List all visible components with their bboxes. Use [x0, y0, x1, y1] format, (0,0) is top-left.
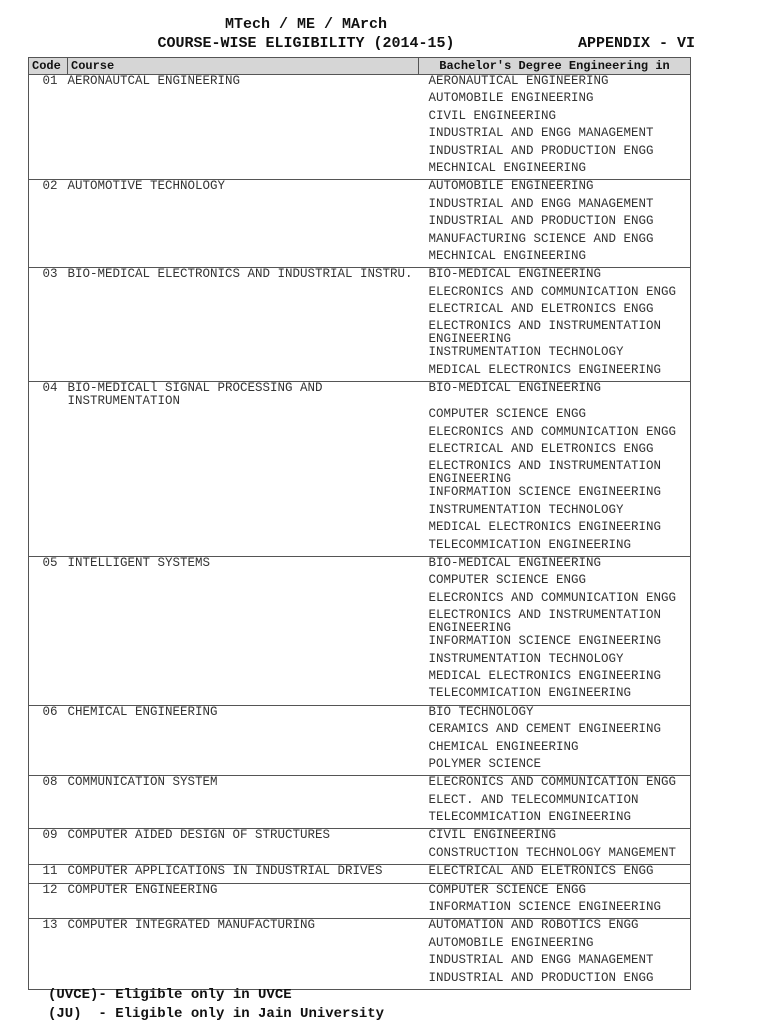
cell-degree: MANUFACTURING SCIENCE AND ENGG — [428, 231, 654, 246]
cell-course — [68, 443, 419, 460]
cell-degree: INFORMATION SCIENCE ENGINEERING — [428, 900, 662, 915]
cell-code — [29, 937, 68, 954]
cell-degree: AERONAUTICAL ENGINEERING — [428, 74, 609, 88]
cell-course — [68, 609, 419, 635]
cell-code — [29, 198, 68, 215]
cell-course — [68, 408, 419, 425]
cell-course — [68, 954, 419, 971]
cell-code — [29, 741, 68, 758]
cell-course — [68, 92, 419, 109]
cell-course — [68, 811, 419, 829]
table-row — [29, 180, 691, 198]
cell-degree: INSTRUMENTATION TECHNOLOGY — [428, 345, 624, 360]
cell-code — [29, 653, 68, 670]
cell-code — [29, 364, 68, 382]
cell-course — [68, 741, 419, 758]
cell-degree: CHEMICAL ENGINEERING — [428, 739, 579, 754]
cell-course — [68, 250, 419, 268]
cell-course — [68, 592, 419, 609]
cell-degree: ELECRONICS AND COMMUNICATION ENGG — [428, 775, 677, 790]
cell-course — [68, 574, 419, 591]
cell-course: COMPUTER AIDED DESIGN OF STRUCTURES — [67, 828, 331, 843]
cell-degree: ELECTRONICS AND INSTRUMENTATION ENGINEERING — [428, 608, 662, 636]
cell-code — [29, 635, 68, 652]
cell-degree: AUTOMATION AND ROBOTICS ENGG — [428, 918, 639, 933]
table-row — [29, 556, 691, 574]
cell-course — [68, 110, 419, 127]
table-row — [29, 486, 691, 503]
cell-code — [29, 670, 68, 687]
table-row — [29, 937, 691, 954]
cell-degree: MECHNICAL ENGINEERING — [428, 160, 587, 175]
cell-degree: ELECTRICAL AND ELETRONICS ENGG — [428, 864, 654, 879]
cell-degree: BIO-MEDICAL ENGINEERING — [428, 381, 602, 396]
cell-course — [68, 303, 419, 320]
cell-degree: INDUSTRIAL AND PRODUCTION ENGG — [428, 143, 654, 158]
cell-degree: BIO-MEDICAL ENGINEERING — [428, 555, 602, 570]
cell-code — [29, 901, 68, 919]
cell-degree: INFORMATION SCIENCE ENGINEERING — [428, 485, 662, 500]
table-row — [29, 635, 691, 652]
cell-code: 12 — [42, 882, 58, 897]
table-row — [29, 723, 691, 740]
cell-code — [29, 92, 68, 109]
cell-degree: INDUSTRIAL AND ENGG MANAGEMENT — [428, 126, 654, 141]
cell-code — [29, 592, 68, 609]
cell-course — [68, 794, 419, 811]
cell-degree: AUTOMOBILE ENGINEERING — [428, 935, 594, 950]
cell-course: CHEMICAL ENGINEERING — [67, 704, 218, 719]
cell-degree: COMPUTER SCIENCE ENGG — [428, 882, 587, 897]
cell-course: COMPUTER APPLICATIONS IN INDUSTRIAL DRIVES — [67, 864, 383, 879]
table-row — [29, 811, 691, 829]
document-subtitle: COURSE-WISE ELIGIBILITY (2014-15) — [157, 35, 455, 52]
table-row — [29, 426, 691, 443]
cell-degree: ELECRONICS AND COMMUNICATION ENGG — [428, 590, 677, 605]
column-header-code: Code — [29, 58, 68, 75]
eligibility-table — [28, 57, 691, 990]
appendix-label: APPENDIX - VI — [578, 35, 696, 52]
cell-degree: ELECTRICAL AND ELETRONICS ENGG — [428, 442, 654, 457]
cell-code: 03 — [42, 267, 58, 282]
cell-degree: ELECT. AND TELECOMMUNICATION — [428, 792, 639, 807]
table-body — [29, 75, 691, 990]
table-row — [29, 592, 691, 609]
table-row — [29, 127, 691, 144]
cell-course: INTELLIGENT SYSTEMS — [67, 555, 211, 570]
cell-course — [68, 286, 419, 303]
cell-code — [29, 954, 68, 971]
table-row — [29, 233, 691, 250]
column-header-degree: Bachelor's Degree Engineering in — [419, 58, 691, 75]
cell-degree: INSTRUMENTATION TECHNOLOGY — [428, 502, 624, 517]
cell-course — [68, 320, 419, 346]
cell-course — [68, 653, 419, 670]
cell-degree: POLYMER SCIENCE — [428, 756, 542, 771]
table-row — [29, 215, 691, 232]
table-row — [29, 198, 691, 215]
legend-uvce: (UVCE)- Eligible only in UVCE — [48, 987, 292, 1003]
cell-degree: ELECTRONICS AND INSTRUMENTATION ENGINEERING — [428, 319, 662, 347]
cell-course — [68, 198, 419, 215]
cell-code — [29, 460, 68, 486]
cell-degree: BIO-MEDICAL ENGINEERING — [428, 267, 602, 282]
cell-degree: INFORMATION SCIENCE ENGINEERING — [428, 634, 662, 649]
table-row — [29, 364, 691, 382]
table-row — [29, 883, 691, 901]
cell-code — [29, 145, 68, 162]
cell-degree: CERAMICS AND CEMENT ENGINEERING — [428, 722, 662, 737]
cell-code: 01 — [42, 74, 58, 88]
cell-course — [68, 127, 419, 144]
cell-code — [29, 426, 68, 443]
cell-code — [29, 539, 68, 557]
cell-code — [29, 286, 68, 303]
table-header-row — [29, 58, 691, 75]
table-row — [29, 901, 691, 919]
cell-code — [29, 233, 68, 250]
cell-course — [68, 233, 419, 250]
cell-course — [68, 687, 419, 705]
cell-code: 09 — [42, 828, 58, 843]
table-row — [29, 443, 691, 460]
table-row — [29, 162, 691, 180]
cell-code — [29, 162, 68, 180]
cell-code — [29, 504, 68, 521]
cell-degree: TELECOMMICATION ENGINEERING — [428, 810, 632, 825]
table-row — [29, 776, 691, 794]
cell-code: 13 — [42, 918, 58, 933]
cell-course: BIO-MEDICAL ELECTRONICS AND INDUSTRIAL INSTRU. — [67, 267, 413, 282]
table-row — [29, 919, 691, 937]
cell-code — [29, 303, 68, 320]
cell-degree: ELECTRONICS AND INSTRUMENTATION ENGINEERING — [428, 459, 662, 487]
cell-course: AUTOMOTIVE TECHNOLOGY — [67, 179, 226, 194]
table-row — [29, 954, 691, 971]
table-row — [29, 303, 691, 320]
table-row — [29, 539, 691, 557]
cell-degree: ELECTRICAL AND ELETRONICS ENGG — [428, 302, 654, 317]
cell-course: COMPUTER INTEGRATED MANUFACTURING — [67, 918, 316, 933]
table-row — [29, 408, 691, 425]
cell-code — [29, 408, 68, 425]
cell-degree: TELECOMMICATION ENGINEERING — [428, 537, 632, 552]
cell-code — [29, 250, 68, 268]
table-row — [29, 865, 691, 883]
document-title: MTech / ME / MArch — [224, 16, 388, 33]
table-row — [29, 320, 691, 346]
cell-code: 11 — [42, 864, 58, 879]
cell-code — [29, 794, 68, 811]
cell-course — [68, 758, 419, 776]
cell-course — [68, 723, 419, 740]
table-row — [29, 268, 691, 286]
table-row — [29, 92, 691, 109]
cell-course — [68, 364, 419, 382]
cell-degree: INDUSTRIAL AND ENGG MANAGEMENT — [428, 953, 654, 968]
cell-degree: MEDICAL ELECTRONICS ENGINEERING — [428, 362, 662, 377]
cell-degree: INDUSTRIAL AND ENGG MANAGEMENT — [428, 196, 654, 211]
table-row — [29, 574, 691, 591]
table-row — [29, 382, 691, 409]
cell-degree: COMPUTER SCIENCE ENGG — [428, 407, 587, 422]
cell-code — [29, 215, 68, 232]
table-row — [29, 145, 691, 162]
cell-degree: INDUSTRIAL AND PRODUCTION ENGG — [428, 970, 654, 985]
cell-degree: ELECRONICS AND COMMUNICATION ENGG — [428, 424, 677, 439]
cell-degree: CONSTRUCTION TECHNOLOGY MANGEMENT — [428, 845, 677, 860]
cell-code — [29, 320, 68, 346]
cell-course — [68, 635, 419, 652]
cell-degree: BIO TECHNOLOGY — [428, 704, 534, 719]
cell-code — [29, 443, 68, 460]
table-row — [29, 609, 691, 635]
cell-course — [68, 145, 419, 162]
cell-code — [29, 346, 68, 363]
cell-code — [29, 723, 68, 740]
cell-code — [29, 687, 68, 705]
cell-course — [68, 521, 419, 538]
table-row — [29, 521, 691, 538]
table-row — [29, 829, 691, 847]
cell-code: 05 — [42, 555, 58, 570]
cell-degree: MECHNICAL ENGINEERING — [428, 248, 587, 263]
cell-degree: CIVIL ENGINEERING — [428, 828, 557, 843]
cell-degree: INSTRUMENTATION TECHNOLOGY — [428, 651, 624, 666]
cell-degree: MEDICAL ELECTRONICS ENGINEERING — [428, 668, 662, 683]
table-row — [29, 504, 691, 521]
table-row — [29, 687, 691, 705]
cell-course: COMMUNICATION SYSTEM — [67, 775, 218, 790]
cell-code — [29, 127, 68, 144]
table-row — [29, 250, 691, 268]
table-row — [29, 794, 691, 811]
cell-course — [68, 539, 419, 557]
cell-course — [68, 162, 419, 180]
cell-code: 02 — [42, 179, 58, 194]
cell-course — [68, 937, 419, 954]
cell-course: COMPUTER ENGINEERING — [67, 882, 218, 897]
cell-degree: CIVIL ENGINEERING — [428, 108, 557, 123]
table-row — [29, 346, 691, 363]
cell-degree: INDUSTRIAL AND PRODUCTION ENGG — [428, 214, 654, 229]
cell-degree: TELECOMMICATION ENGINEERING — [428, 686, 632, 701]
cell-degree: AUTOMOBILE ENGINEERING — [428, 179, 594, 194]
cell-course: BIO-MEDICALl SIGNAL PROCESSING AND INSTRUMENTATION — [67, 381, 323, 409]
cell-degree: MEDICAL ELECTRONICS ENGINEERING — [428, 520, 662, 535]
cell-course — [68, 670, 419, 687]
cell-course — [68, 460, 419, 486]
table-row — [29, 847, 691, 865]
table-row — [29, 460, 691, 486]
cell-course — [68, 215, 419, 232]
cell-code — [29, 758, 68, 776]
table-row — [29, 758, 691, 776]
legend-ju: (JU) - Eligible only in Jain University — [48, 1006, 385, 1022]
cell-code — [29, 521, 68, 538]
cell-course — [68, 847, 419, 865]
cell-course — [68, 346, 419, 363]
cell-code: 06 — [42, 704, 58, 719]
cell-degree: AUTOMOBILE ENGINEERING — [428, 91, 594, 106]
cell-course — [68, 901, 419, 919]
table-row — [29, 653, 691, 670]
cell-code — [29, 609, 68, 635]
cell-degree: COMPUTER SCIENCE ENGG — [428, 573, 587, 588]
cell-degree: ELECRONICS AND COMMUNICATION ENGG — [428, 284, 677, 299]
cell-code — [29, 486, 68, 503]
cell-course: AERONAUTCAL ENGINEERING — [67, 74, 241, 88]
cell-code — [29, 811, 68, 829]
table-row — [29, 286, 691, 303]
column-header-course: Course — [68, 58, 419, 75]
table-row — [29, 670, 691, 687]
table-row — [29, 705, 691, 723]
cell-course — [68, 504, 419, 521]
cell-code: 04 — [42, 381, 58, 396]
table-row — [29, 75, 691, 93]
cell-code — [29, 574, 68, 591]
cell-course — [68, 426, 419, 443]
table-row — [29, 110, 691, 127]
table-row — [29, 741, 691, 758]
cell-course — [68, 486, 419, 503]
cell-code — [29, 847, 68, 865]
cell-code — [29, 110, 68, 127]
cell-code: 08 — [42, 775, 58, 790]
